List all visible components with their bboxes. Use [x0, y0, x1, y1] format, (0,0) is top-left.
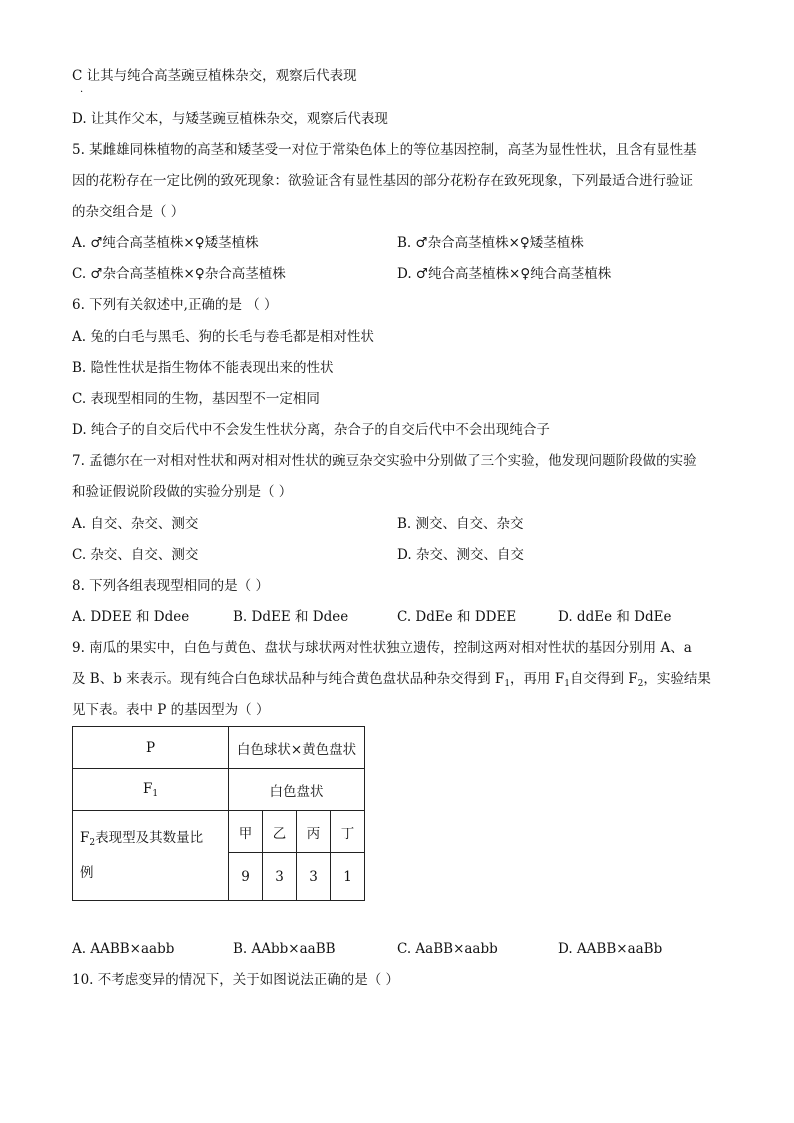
- q5-option-a: A. ♂纯合高茎植株×♀矮茎植株: [72, 235, 259, 251]
- q10-stem: 10. 不考虑变异的情况下，关于如图说法正确的是（ ）: [72, 972, 400, 988]
- q9-stem-line1: 9. 南瓜的果实中，白色与黄色、盘状与球状两对性状独立遗传，控制这两对相对性状的基因分别用 A、a: [72, 640, 692, 656]
- q9-stem-line2-part2: ，再用 F: [510, 671, 565, 687]
- table-row-f1: [73, 769, 365, 811]
- q9-option-d: D. AABB×aaBb: [558, 941, 663, 957]
- q9-stem-line3: 见下表。表中 P 的基因型为（ ）: [72, 702, 270, 718]
- table-cell-p-label: P: [73, 727, 229, 769]
- q9-f1-subscript-2: 1: [564, 679, 570, 689]
- q4-option-d: D. 让其作父本，与矮茎豌豆植株杂交，观察后代表现: [72, 111, 388, 127]
- q4-option-c-mark: ·: [80, 87, 84, 98]
- q9-f1-subscript: 1: [504, 679, 511, 689]
- q5-option-d: D. ♂纯合高茎植株×♀纯合高茎植株: [397, 266, 612, 282]
- q9-option-a: A. AABB×aabb: [72, 941, 175, 957]
- q8-option-a: A. DDEE 和 Ddee: [72, 609, 190, 625]
- f1-letter: F: [142, 780, 153, 797]
- table-value-bing: 3: [297, 853, 331, 901]
- table-header-ding: 丁: [331, 811, 365, 853]
- q7-stem-line2: 和验证假说阶段做的实验分别是（ ）: [72, 484, 293, 500]
- f2-subscript: 2: [89, 838, 96, 848]
- table-cell-f1-label: [73, 769, 229, 811]
- table-cell-f2-label: [73, 811, 229, 901]
- q5-stem-line1: 5. 某雌雄同株植物的高茎和矮茎受一对位于常染色体上的等位基因控制，高茎为显性性状，且含有显性基: [72, 142, 697, 158]
- f2-label-text: 表现型及其数量比: [95, 830, 204, 846]
- q6-option-a: A. 兔的白毛与黑毛、狗的长毛与卷毛都是相对性状: [72, 329, 374, 345]
- f2-label-text-2: 例: [80, 865, 94, 881]
- table-value-ding: 1: [331, 853, 365, 901]
- q6-option-d: D. 纯合子的自交后代中不会发生性状分离，杂合子的自交后代中不会出现纯合子: [72, 422, 550, 438]
- q8-option-c: C. DdEe 和 DDEE: [397, 609, 517, 625]
- table-value-yi: 3: [263, 853, 297, 901]
- q9-f2-subscript: 2: [637, 679, 644, 689]
- q9-stem-line2-part1: 及 B、b 来表示。现有纯合白色球状品种与纯合黄色盘状品种杂交得到 F: [72, 671, 505, 687]
- q9-stem-line2: [72, 669, 711, 694]
- table-cell-p-value: 白色球状×黄色盘状: [229, 727, 365, 769]
- q7-stem-line1: 7. 孟德尔在一对相对性状和两对相对性状的豌豆杂交实验中分别做了三个实验，他发现问题阶段做的实验: [72, 453, 697, 469]
- q6-option-c: C. 表现型相同的生物，基因型不一定相同: [72, 391, 320, 407]
- q7-option-c: C. 杂交、自交、测交: [72, 547, 199, 563]
- f1-subscript: 1: [152, 788, 159, 799]
- q7-option-a: A. 自交、杂交、测交: [72, 516, 199, 532]
- q5-option-b: B. ♂杂合高茎植株×♀矮茎植株: [397, 235, 584, 251]
- table-header-yi: 乙: [263, 811, 297, 853]
- q4-option-c: C 让其与纯合高茎豌豆植株杂交，观察后代表现: [72, 68, 357, 84]
- q5-stem-line2: 因的花粉存在一定比例的致死现象：欲验证含有显性基因的部分花粉存在致死现象，下列最适合进行验证: [72, 173, 693, 189]
- f2-letter: F: [80, 830, 90, 846]
- table-header-jia: 甲: [229, 811, 263, 853]
- q9-option-c: C. AaBB×aabb: [397, 941, 498, 957]
- table-value-jia: 9: [229, 853, 263, 901]
- q6-stem: 6. 下列有关叙述中,正确的是 （ ）: [72, 297, 278, 313]
- q8-option-b: B. DdEE 和 Ddee: [233, 609, 349, 625]
- table-row-p: [73, 727, 365, 769]
- q9-stem-line2-part3: 自交得到 F: [569, 671, 638, 687]
- table-header-bing: 丙: [297, 811, 331, 853]
- table-row-f2-headers: [73, 811, 365, 853]
- q9-option-b: B. AAbb×aaBB: [233, 941, 336, 957]
- q6-option-b: B. 隐性性状是指生物体不能表现出来的性状: [72, 360, 334, 376]
- table-cell-f1-value: 白色盘状: [229, 769, 365, 811]
- q8-stem: 8. 下列各组表现型相同的是（ ）: [72, 578, 269, 594]
- q7-option-b: B. 测交、自交、杂交: [397, 516, 524, 532]
- genotype-table: [72, 726, 365, 901]
- q5-stem-line3: 的杂交组合是（ ）: [72, 204, 185, 220]
- q8-option-d: D. ddEe 和 DdEe: [558, 609, 672, 625]
- q7-option-d: D. 杂交、测交、自交: [397, 547, 524, 563]
- q9-stem-line2-part4: ，实验结果: [643, 671, 711, 687]
- q5-option-c: C. ♂杂合高茎植株×♀杂合高茎植株: [72, 266, 286, 282]
